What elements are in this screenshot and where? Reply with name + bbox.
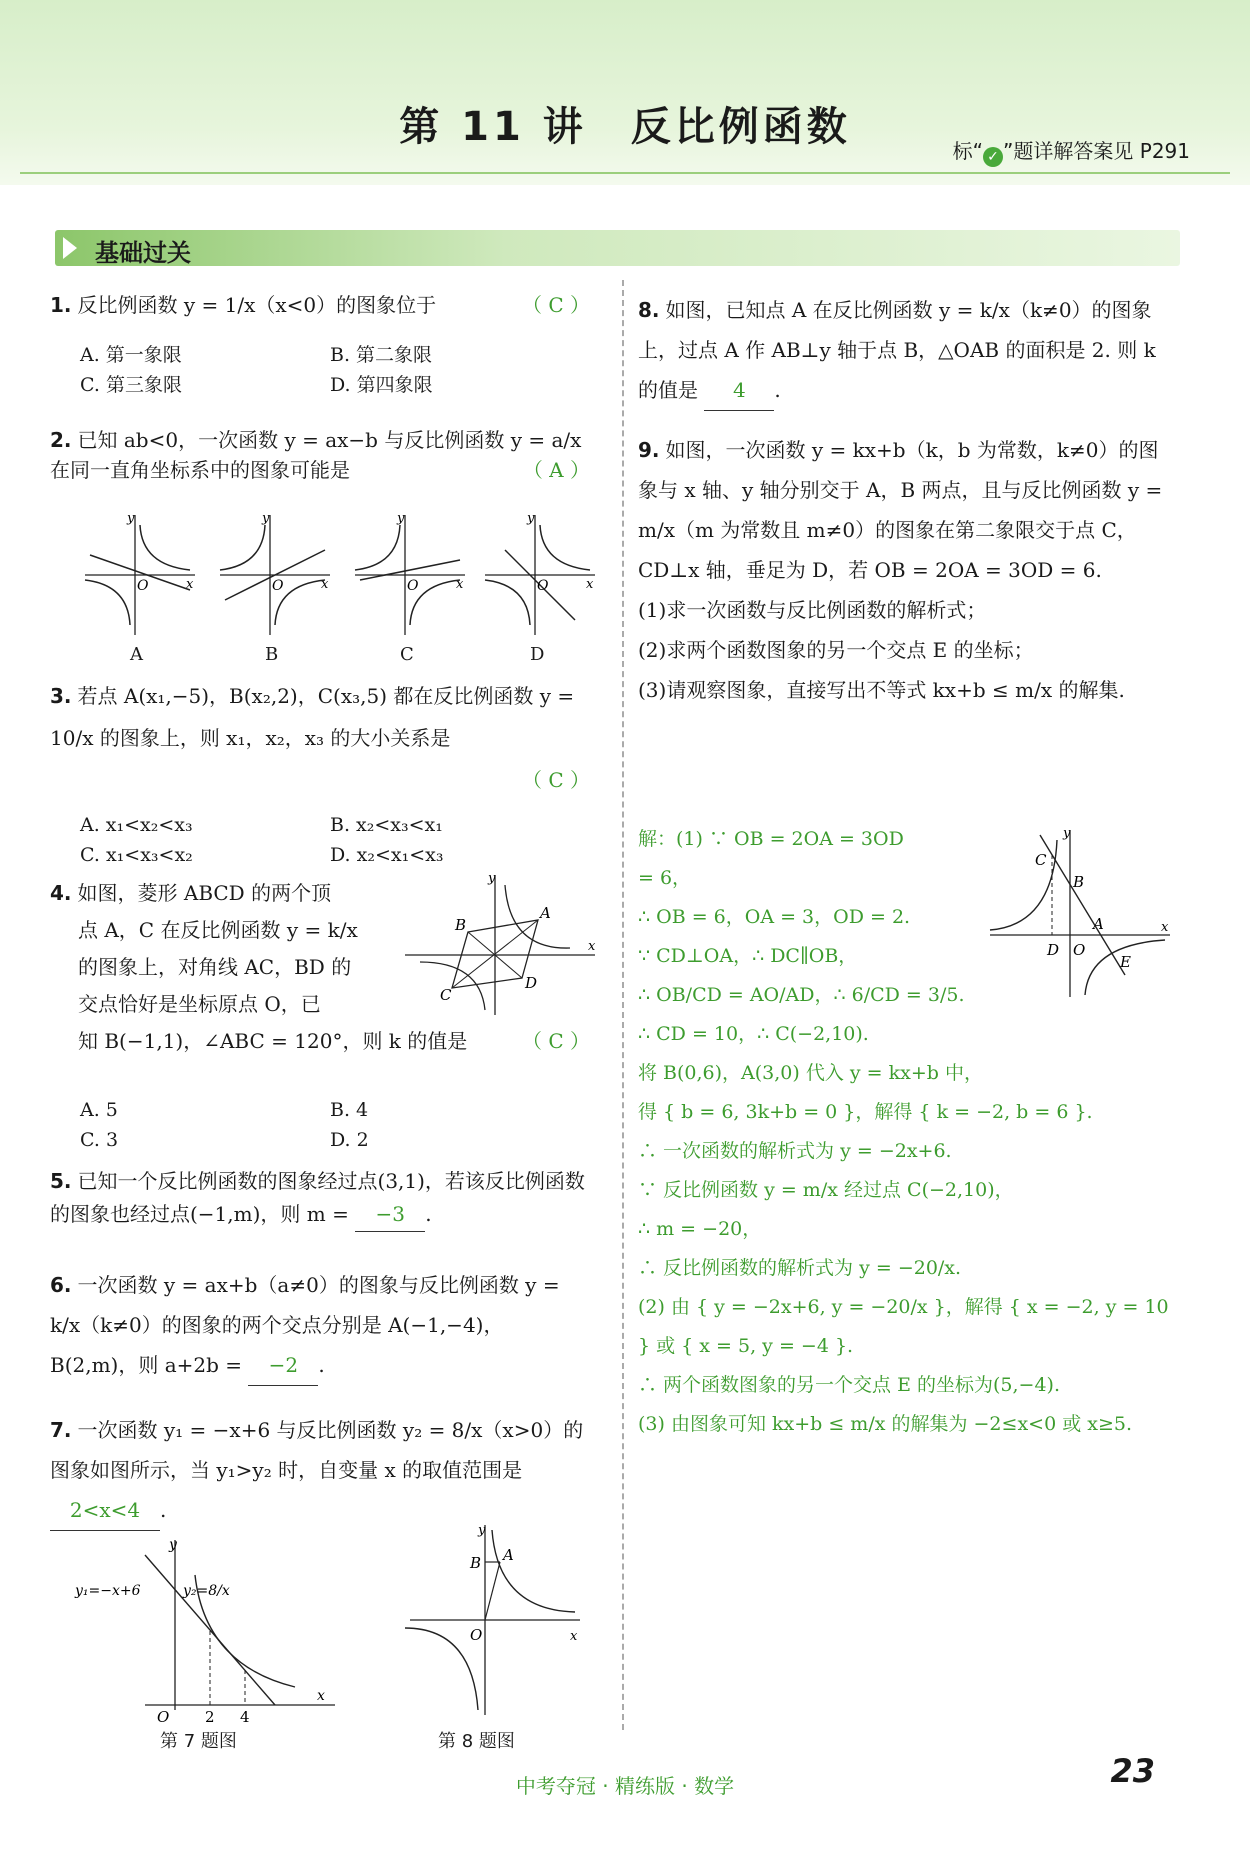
solution-line: ∵ 反比例函数 y = m/x 经过点 C(−2,10)， bbox=[638, 1179, 1014, 1201]
option: C. 3 bbox=[80, 1129, 119, 1151]
solution-line: = 6， bbox=[638, 867, 692, 889]
question-1 bbox=[50, 290, 590, 320]
svg-text:x: x bbox=[317, 1688, 325, 1704]
question-answer: （ C ） bbox=[521, 1029, 590, 1053]
option: D. x₂<x₁<x₃ bbox=[330, 844, 444, 866]
option: A. x₁<x₂<x₃ bbox=[80, 814, 193, 836]
svg-text:O: O bbox=[407, 578, 419, 594]
question-end: . bbox=[774, 378, 781, 402]
solution-line: ∴ 两个函数图象的另一个交点 E 的坐标为(5,−4). bbox=[638, 1374, 1060, 1396]
question-line: 点 A，C 在反比例函数 y = k/x bbox=[78, 918, 358, 942]
answer-blank: −2 bbox=[248, 1345, 318, 1386]
question-text: 若点 A(x₁,−5)，B(x₂,2)，C(x₃,5) 都在反比例函数 y = 10/x 的图象上，则 x₁，x₂，x₃ 的大小关系是 bbox=[50, 684, 575, 750]
graph-d bbox=[485, 511, 595, 635]
question-line: 如图，菱形 ABCD 的两个顶 bbox=[77, 881, 332, 905]
svg-text:x: x bbox=[586, 577, 594, 592]
answer-ref-suffix: ”题详解答案见 P291 bbox=[1003, 139, 1190, 163]
svg-text:y: y bbox=[262, 511, 270, 526]
svg-text:O: O bbox=[537, 578, 549, 594]
question-number: 3. bbox=[50, 684, 72, 708]
question-answer: （ A ） bbox=[522, 458, 590, 482]
option: B. x₂<x₃<x₁ bbox=[330, 814, 443, 836]
svg-text:C: C bbox=[1035, 851, 1047, 869]
svg-text:y: y bbox=[1063, 826, 1071, 841]
option: C. 第三象限 bbox=[80, 374, 182, 396]
section-header bbox=[55, 230, 1180, 266]
option: D. 第四象限 bbox=[330, 374, 433, 396]
svg-text:B: B bbox=[470, 1554, 482, 1572]
options-3 bbox=[80, 810, 590, 870]
graph-label: D bbox=[530, 644, 545, 665]
question-end: . bbox=[160, 1498, 167, 1522]
answer-blank: 2<x<4 bbox=[50, 1490, 160, 1531]
question-5 bbox=[50, 1165, 590, 1232]
question-number: 9. bbox=[638, 438, 660, 462]
figure-8 bbox=[390, 1520, 590, 1720]
svg-text:O: O bbox=[1073, 941, 1086, 959]
svg-text:x: x bbox=[1161, 920, 1169, 935]
option: A. 第一象限 bbox=[80, 344, 182, 366]
arrow-icon bbox=[63, 237, 77, 259]
svg-text:x: x bbox=[186, 577, 194, 592]
question-number: 2. bbox=[50, 428, 72, 452]
solution-line: 解：(1) ∵ OB = 2OA = 3OD bbox=[638, 828, 904, 850]
question-number: 5. bbox=[50, 1169, 72, 1193]
graph-label: B bbox=[265, 644, 279, 665]
q2-labels bbox=[130, 640, 610, 670]
question-part: (3)请观察图象，直接写出不等式 kx+b ≤ m/x 的解集. bbox=[638, 678, 1125, 702]
svg-text:O: O bbox=[272, 578, 284, 594]
solution-line: 将 B(0,6)，A(3,0) 代入 y = kx+b 中， bbox=[638, 1062, 983, 1084]
svg-text:y: y bbox=[478, 1523, 486, 1538]
question-8 bbox=[638, 290, 1178, 411]
question-9 bbox=[638, 430, 1178, 710]
question-2 bbox=[50, 425, 590, 485]
svg-text:2: 2 bbox=[205, 1708, 215, 1726]
svg-text:B: B bbox=[1073, 873, 1085, 891]
question-7 bbox=[50, 1410, 590, 1531]
figure-9 bbox=[985, 825, 1175, 1000]
svg-text:O: O bbox=[470, 1626, 483, 1644]
answer-ref-prefix: 标“ bbox=[952, 139, 984, 163]
svg-text:C: C bbox=[440, 986, 452, 1004]
figure-7 bbox=[75, 1535, 345, 1726]
q4-figure bbox=[400, 870, 600, 1020]
question-text: 一次函数 y = ax+b（a≠0）的图象与反比例函数 y = k/x（k≠0）的图象的两个交点分别是 A(−1,−4)，B(2,m)，则 a+2b = bbox=[50, 1273, 560, 1377]
svg-text:y: y bbox=[488, 871, 496, 886]
question-number: 8. bbox=[638, 298, 660, 322]
svg-text:y: y bbox=[169, 1537, 177, 1553]
answer-blank: −3 bbox=[355, 1198, 425, 1232]
question-text: 已知 ab<0，一次函数 y = ax−b 与反比例函数 y = a/x 在同一直角坐标系中的图象可能是 bbox=[50, 428, 582, 482]
graph-b bbox=[220, 511, 330, 635]
question-text: 如图，已知点 A 在反比例函数 y = k/x（k≠0）的图象上，过点 A 作 AB⊥y 轴于点 B，△OAB 的面积是 2. 则 k 的值是 bbox=[638, 298, 1156, 402]
figure-7-caption: 第 7 题图 bbox=[160, 1731, 237, 1752]
solution-line: (3) 由图象可知 kx+b ≤ m/x 的解集为 −2≤x<0 或 x≥5. bbox=[638, 1413, 1133, 1435]
svg-text:E: E bbox=[1120, 953, 1131, 971]
svg-text:A: A bbox=[540, 904, 551, 922]
question-end: . bbox=[425, 1202, 432, 1226]
svg-text:x: x bbox=[321, 577, 329, 592]
question-part: (1)求一次函数与反比例函数的解析式； bbox=[638, 598, 987, 622]
question-text: 如图，一次函数 y = kx+b（k，b 为常数，k≠0）的图象与 x 轴、y 轴分别交于 A，B 两点，且与反比例函数 y = m/x（m 为常数且 m≠0）的图象在第二象限交于点 C，CD⊥x 轴，垂足为 D，若 OB = 2OA = 3OD = 6. bbox=[638, 438, 1163, 582]
option: B. 4 bbox=[330, 1099, 369, 1121]
svg-text:A: A bbox=[503, 1546, 514, 1564]
svg-text:x: x bbox=[456, 577, 464, 592]
question-line: 的图象上，对角线 AC，BD 的 bbox=[78, 955, 352, 979]
solution-line: ∴ 反比例函数的解析式为 y = −20/x. bbox=[638, 1257, 962, 1279]
solution-line: ∴ OB/CD = AO/AD，∴ 6/CD = 3/5. bbox=[638, 984, 965, 1006]
section-label: 基础过关 bbox=[95, 239, 191, 267]
svg-text:D: D bbox=[525, 974, 538, 992]
svg-text:4: 4 bbox=[240, 1708, 250, 1726]
graph-a bbox=[85, 511, 195, 635]
question-6 bbox=[50, 1265, 590, 1386]
svg-text:x: x bbox=[588, 939, 596, 954]
fig7-y1-label: y₁=−x+6 bbox=[75, 1583, 141, 1599]
solution-line: ∴ 一次函数的解析式为 y = −2x+6. bbox=[638, 1140, 952, 1162]
page-number: 23 bbox=[1110, 1752, 1155, 1790]
graph-label: C bbox=[400, 644, 414, 665]
answer-blank: 4 bbox=[704, 370, 774, 411]
solution-line: ∴ OB = 6，OA = 3，OD = 2. bbox=[638, 906, 911, 928]
question-number: 4. bbox=[50, 881, 72, 905]
solution-line: ∵ CD⊥OA，∴ DC∥OB， bbox=[638, 945, 858, 967]
option: C. x₁<x₃<x₂ bbox=[80, 844, 193, 866]
svg-text:x: x bbox=[570, 1629, 578, 1644]
column-divider bbox=[622, 280, 624, 1730]
question-part: (2)求两个函数图象的另一个交点 E 的坐标； bbox=[638, 638, 1034, 662]
question-text: 一次函数 y₁ = −x+6 与反比例函数 y₂ = 8/x（x>0）的图象如图所示，当 y₁>y₂ 时，自变量 x 的取值范围是 bbox=[50, 1418, 584, 1482]
question-answer: （ C ） bbox=[521, 293, 590, 317]
answer-reference bbox=[953, 135, 1190, 167]
check-icon: ✓ bbox=[983, 147, 1003, 167]
fig7-y2-label: y₂=8/x bbox=[183, 1583, 230, 1599]
options-1 bbox=[80, 340, 590, 400]
question-line: 交点恰好是坐标原点 O，已 bbox=[78, 992, 321, 1016]
svg-text:A: A bbox=[1093, 915, 1104, 933]
question-line: 知 B(−1,1)，∠ABC = 120°，则 k 的值是 bbox=[78, 1029, 468, 1053]
solution-line: ∴ CD = 10，∴ C(−2,10). bbox=[638, 1023, 869, 1045]
page-title: 第 11 讲 反比例函数 bbox=[399, 104, 851, 150]
question-answer: （ C ） bbox=[521, 768, 590, 792]
svg-text:y: y bbox=[397, 511, 405, 526]
question-3 bbox=[50, 675, 590, 801]
svg-text:y: y bbox=[127, 511, 135, 526]
option: A. 5 bbox=[80, 1099, 118, 1121]
svg-text:y: y bbox=[527, 511, 535, 526]
question-number: 7. bbox=[50, 1418, 72, 1442]
solution-line: ∴ m = −20， bbox=[638, 1218, 762, 1240]
question-text: 反比例函数 y = 1/x（x<0）的图象位于 bbox=[77, 293, 437, 317]
svg-text:D: D bbox=[1047, 941, 1060, 959]
solution-line: (2) 由 { y = −2x+6, y = −20/x }，解得 { x = −2, y = 10 } 或 { x = 5, y = −4 }. bbox=[638, 1296, 1169, 1357]
option: B. 第二象限 bbox=[330, 344, 433, 366]
question-end: . bbox=[318, 1353, 325, 1377]
svg-text:O: O bbox=[157, 1708, 170, 1726]
footer-text: 中考夺冠 · 精练版 · 数学 bbox=[515, 1774, 735, 1798]
svg-text:O: O bbox=[137, 578, 149, 594]
options-4 bbox=[80, 1095, 590, 1155]
option: D. 2 bbox=[330, 1129, 369, 1151]
question-number: 6. bbox=[50, 1273, 72, 1297]
header-divider bbox=[20, 172, 1230, 174]
question-number: 1. bbox=[50, 293, 72, 317]
graph-label: A bbox=[130, 644, 143, 665]
figure-8-caption: 第 8 题图 bbox=[438, 1731, 515, 1752]
svg-text:B: B bbox=[455, 916, 467, 934]
question-text: 已知一个反比例函数的图象经过点(3,1)，若该反比例函数的图象也经过点(−1,m)，则 m = bbox=[50, 1169, 585, 1226]
solution-line: 得 { b = 6, 3k+b = 0 }，解得 { k = −2, b = 6 }. bbox=[638, 1101, 1093, 1123]
graph-c bbox=[355, 511, 465, 635]
